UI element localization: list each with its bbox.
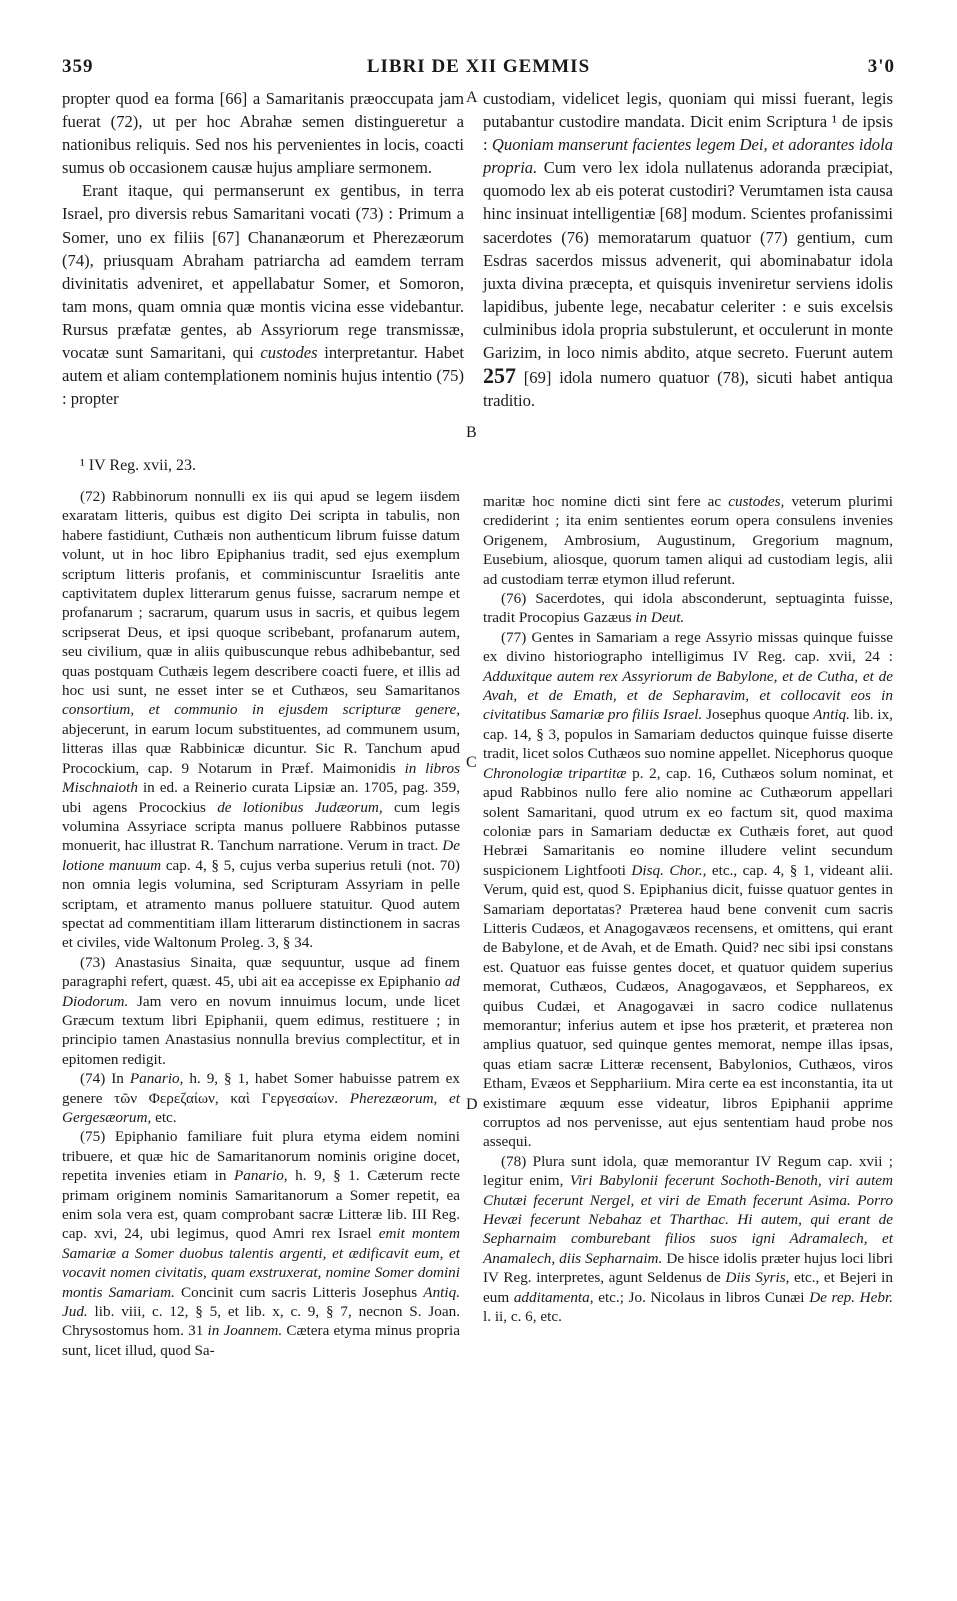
note-78: (78) Plura sunt idola, quæ memorantur IV Regum cap. xvii ; legitur enim, Viri Babylonii fecerunt Sochoth-Benoth, viri autem Chutæi fecerunt Nergel, et viri de Emath fecerunt Asima. Porro Hevæi fecerunt Nebahaz et Tharthac. Hi autem, qui erant de Sepharnaim comburebant filios suos igni Adramalech, et Anamalech, diis Sepharnaim. De hisce idolis præter hujus loci libri IV Reg. interpretes, agunt Seldenus de Diis Syris, etc., et Bejeri in eum additamenta, etc.; Jo. Nicolaus in libros Cunæi De rep. Hebr. l. ii, c. 6, etc. [483,1152,894,1326]
note-76: (76) Sacerdotes, qui idola absconderunt, septuaginta fuisse, tradit Procopius Gazæus in Deut. [483,590,893,627]
page-number-left: 359 [62,56,94,77]
note-72: (72) Rabbinorum nonnulli ex iis qui apud se legem iisdem exaratam litteris, quibus est digito Dei scripta in tabulis, non habere fastidiunt, Cuthæis non authenticum librum fuisse datum volunt, ut in hoc libro Epiphanius tradit, sed ejus exemplum scriptum litteris profanis, et comminiscuntur Israelitis ante captivitatem duplex litterarum genus fuisse, sacrarum nempe et profanarum ; sacrarum, quarum usus in sacris, et quibus legem scripserat Deus, et ipsi quoque scribebant, profanarum autem, seu civilium, quæ in aliis quibuscunque rebus adhibebantur, sed quas postquam Cuthæis legem describere coacti fuere, et illis ad hoc usi sunt, ne esset inter se et Cuthæos, seu Samaritanos consortium, et communio in ejusdem scripturæ genere, abjecerunt, in earum locum substituentes, ad communem usum, litteras illas quæ Rabbinicæ dicuntur. Sic R. Tanchum apud Procockium, cap. 9 Notarum in Præf. Maimonidis in libros Mischnaioth in ed. a Reinerio curata Lipsiæ an. 1705, pag. 359, ubi agens Procockius de lotionibus Judæorum, cum legis volumina Assyriace scripta manus polluere Rabbinos putasse monuerit, hac illustrat R. Tanchum narratione. Verum in tract. De lotione manuum cap. 4, § 5, cujus verba superius retuli (not. 70) non omnia legis volumina, sed Scripturam Assyriam in pelle scriptam, et atramento manus polluere statuitur. Quod autem spectat ad commentitiam illam litterarum distinctionem in sacras et civiles, vide Waltonum Proleg. 3, § 34. [62,488,461,952]
page-title: LIBRI DE XII GEMMIS [366,56,591,77]
note-73: (73) Anastasius Sinaita, quæ sequuntur, usque ad finem paragraphi refert, quæst. 45, ubi ait ea accepisse ex Epiphanio ad Diodorum. Jam vero en novum innuimus locum, unde licet Græcum textum libri Epiphanii, quem edimus, restituere ; in principio tamen Anastasius nonnulla brevius complectitur, et in epitomen redigit. [62,953,460,1068]
note-74: (74) In Panario, h. 9, § 1, habet Somer habuisse patrem ex genere τῶν Φερεζαίων, καὶ Γεργεσαίων. Pherezæorum, et Gergesæorum, etc. [62,1070,460,1126]
margin-marker-a: A [466,89,478,106]
left-notes [62,487,460,1360]
note-77: (77) Gentes in Samariam a rege Assyrio missas quinque fuisse ex divino historiographo intelligimus IV Reg. cap. xvii, 24 : Adduxitque autem rex Assyriorum de Babylone, et de Cutha, et de Avah, et de Emath, et de Sepharavim, et collocavit eos in civitatibus Samariæ pro filiis Israel. Josephus quoque Antiq. lib. ix, cap. 14, § 3, populos in Samariam deductos quinque fuisse diserte tradit, licet solos Cuthæos suo nomine appellet. Nicephorus quoque Chronologiæ tripartitæ p. 2, cap. 16, Cuthæos solum nominat, et apud Rabbinos nullo fere alio nomine ac Cuthæorum appellari solent Samaritani, quod utrum ex eo factum sit, quod maxima coloniæ pars in Samariam deductæ ex Cuthæis foret, aut quod Hebræi Samaritanis eo nomine illudere velint secundum suspicionem Lightfooti Disq. Chor., etc., cap. 4, § 1, videant alii. Verum, quid est, quod S. Epiphanius dicit, fuisse quatuor gentes in Samariam deportatas? Præterea haud bene convenit cum sacris Litteris Cudæos, et Anagogavæos recensens, et omittens, qui erant de Babylone, et de Avah, et de Emath. Quid? nec sibi ipsi constans est. Quatuor eas fuisse gentes docet, et quatuor quidem superius memorat, Cuthæos, Cudæos, Anagogavæos, et Sepphareos, ex quibus Cudæi, et Anagogavæi in sacro codice nullatenus memorantur; inferius autem et ipse hos præterit, et præterea non amplius quatuor, sed quinque gentes memorat, nempe illas ipsas, quas etiam sacræ Litteræ recensent, Babylonios, Cuthæos, viros Etham, Evæos et Sepphariium. Mira certe ea est inconstantia, ita ut existimare æquum esse videatur, libros Epiphanii apprime corruptos ad nos pervenisse, aut ejus sententiam haud probe nos assequi. [483,628,894,1151]
main-paragraph: custodiam, videlicet legis, quoniam qui missi fuerant, legis putabantur custodire mandata. Dicit enim Scriptura ¹ de ipsis : Quoniam manserunt facientes legem Dei, et adorantes idola propria. Cum vero lex idola nullatenus adoranda præcipiat, quomodo lex ab eis poterat custodiri? Verumtamen ista causa hinc insinuat intelligentiæ [68] modum. Scientes profanissimi sacerdotes (76) memoratarum quatuor (77) gentium, cum Esdras sacerdos missus advenerit, qui abominabatur idola juxta divina præcepta, et quisquis inveniretur serviens idolis lapidibus, jubente lege, necabatur celeriter : e suis excelsis culminibus idola propria substulerunt, et occulerunt in monte Garizim, in loco nimis abdito, atque secreto. Fuerunt autem 257 [69] idola numero quatuor (78), sicuti habet antiqua traditio. [483,89,893,411]
page-number-right: 3'0 [867,56,895,77]
margin-marker-b: B [466,424,477,441]
left-main-text [62,87,464,410]
note-continuation: maritæ hoc nomine dicti sint fere ac custodes, veterum plurimi crediderint ; ita enim sentientes eorum opera consulens invenies Origenem, Ambrosium, Augustinum, Gregorium magnum, Eusebium, aliosque, quorum tamen aliqui ad custodiam legis, alii ad custodiam terræ etymon illud referunt. [483,493,893,588]
margin-marker-c: C [466,754,477,771]
scripture-footnote: ¹ IV Reg. xvii, 23. [80,457,197,474]
main-paragraph: propter quod ea forma [66] a Samaritanis præoccupata jam fuerat (72), ut per hoc Abrahæ semen distingueretur a nationibus reliquis. Sed nos his pervenientes in locis, coacti sumus ob occasionem causæ hujus ampliare sermonem. [62,89,464,178]
right-notes [483,492,893,1326]
note-75: (75) Epiphanio familiare fuit plura etyma eidem nomini tribuere, et quæ hic de Samaritanorum nominis origine docet, repetita invenies etiam in Panario, h. 9, § 1. Cæterum recte primam originem nominis Samaritanorum a Somer repetit, ea enim sola vera est, quam comprobant sacræ Litteræ lib. III Reg. cap. xvi, 24, ubi legimus, quod Amri rex Israel emit montem Samariæ a Somer duobus talentis argenti, et ædificavit eum, et vocavit nomen civitatis, quam exstruxerat, nomine Somer domini montis Samariam. Concinit cum sacris Litteris Josephus Antiq. Jud. lib. viii, c. 12, § 5, et lib. x, c. 9, § 7, necnon S. Joan. Chrysostomus hom. 31 in Joannem. Cætera etyma minus propria sunt, licet illud, quod Sa- [62,1128,461,1359]
margin-marker-d: D [466,1096,478,1113]
right-main-text [483,87,893,412]
migne-column-number: 257 [483,363,516,389]
main-paragraph: Erant itaque, qui permanserunt ex gentibus, in terra Israel, pro diversis rebus Samaritani vocati (73) : Primum a Somer, uno ex filiis [67] Chananæorum et Pherezæorum (74), priusquam Abraham patriarcha ad eamdem terram divinitatis adveniret, et appellabatur Somer, et Somoron, tam mons, quam omnia quæ montis vicina esse videbantur. Rursus præfatæ gentes, ab Assyriorum rege transmissæ, vocatæ sunt Samaritani, qui custodes interpretantur. Habet autem et aliam contemplationem nominis hujus intentio (75) : propter [62,181,464,409]
running-header [62,56,895,82]
